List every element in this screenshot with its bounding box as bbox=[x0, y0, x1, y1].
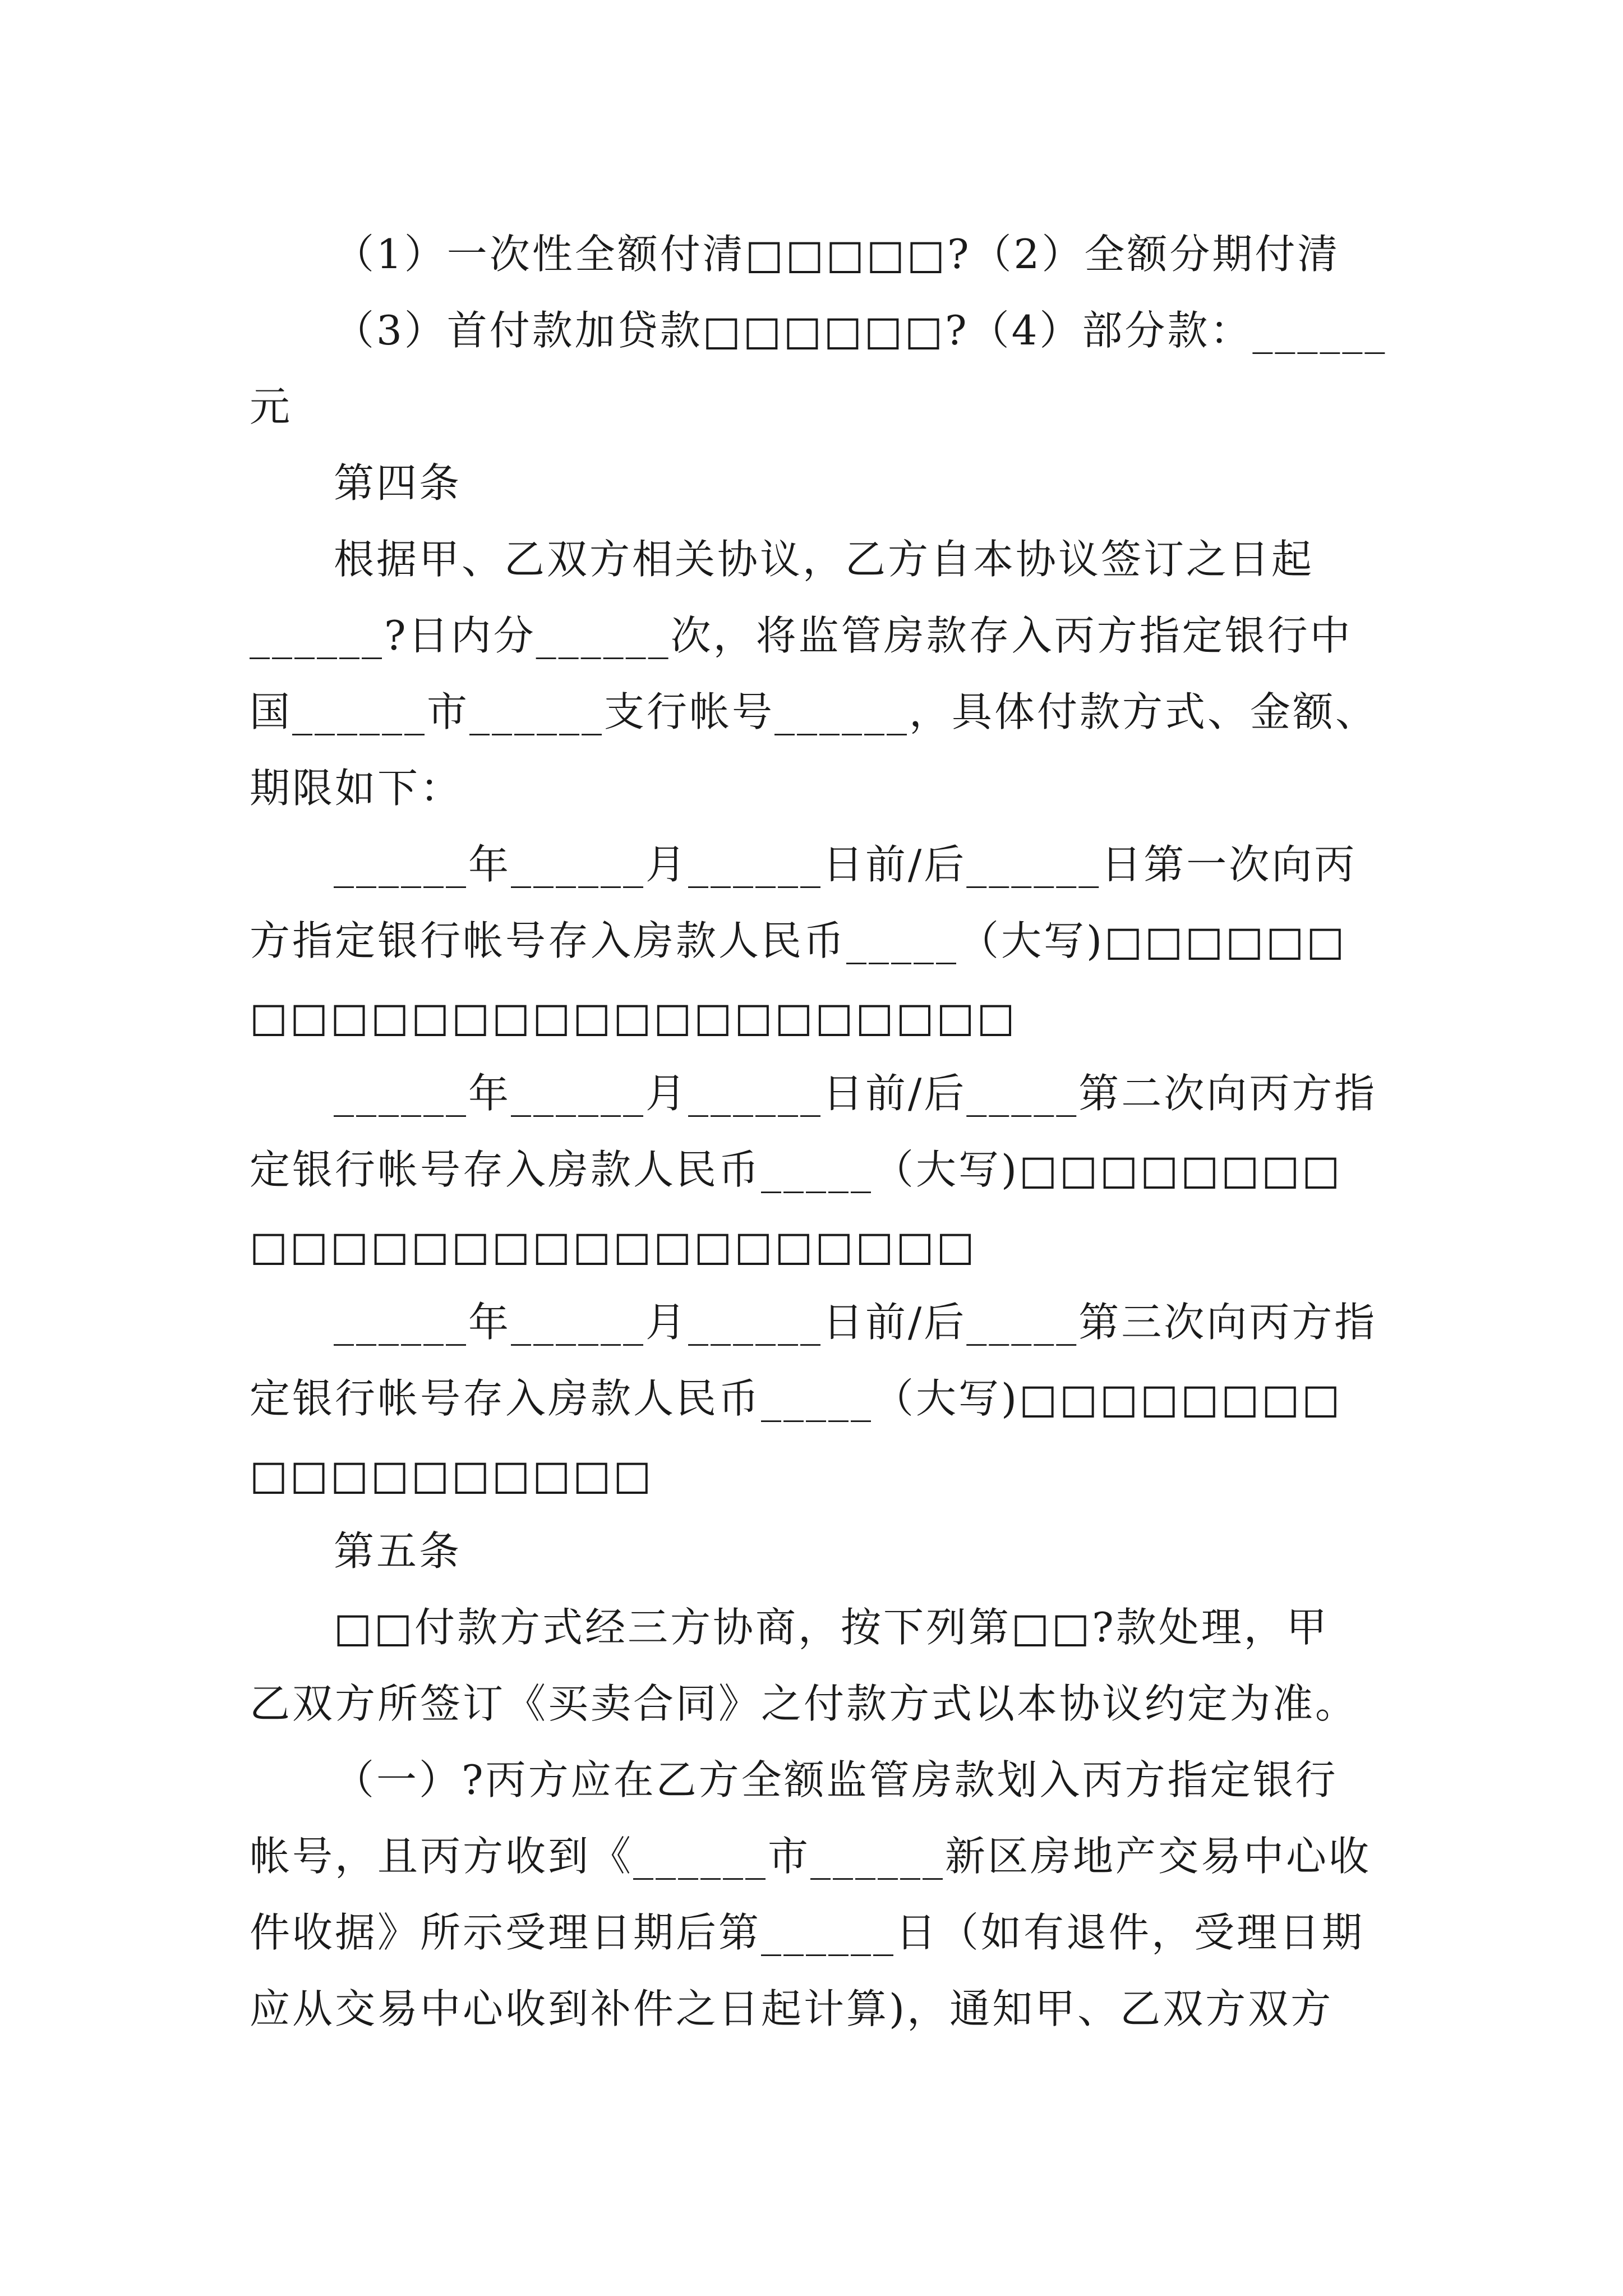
text-line: 定银行帐号存入房款人民币_____（大写)□□□□□□□□ bbox=[250, 1146, 1343, 1193]
text-line: 元 bbox=[250, 383, 293, 430]
section-heading: 第五条 bbox=[334, 1527, 462, 1575]
text-line: （3）首付款加贷款□□□□□□?（4）部分款：______ bbox=[334, 307, 1387, 354]
text-line: 应从交易中心收到补件之日起计算)，通知甲、乙双方双方 bbox=[250, 1985, 1334, 2032]
text-line: □□□□□□□□□□□□□□□□□□□ bbox=[250, 993, 1017, 1041]
text-line: 方指定银行帐号存入房款人民币_____（大写)□□□□□□ bbox=[250, 917, 1347, 964]
text-line: 国______市______支行帐号______，具体付款方式、金额、 bbox=[250, 688, 1378, 735]
section-heading: 第四条 bbox=[334, 459, 462, 507]
text-line: ______?日内分______次，将监管房款存入丙方指定银行中 bbox=[250, 612, 1353, 659]
text-line: □□□□□□□□□□□□□□□□□□ bbox=[250, 1222, 977, 1269]
text-line: □□□□□□□□□□ bbox=[250, 1451, 654, 1498]
text-line: （一）?丙方应在乙方全额监管房款划入丙方指定银行 bbox=[334, 1756, 1338, 1803]
text-line: 乙双方所签订《买卖合同》之付款方式以本协议约定为准。 bbox=[250, 1680, 1358, 1727]
text-line: ______年______月______日前/后_____第二次向丙方指 bbox=[334, 1070, 1377, 1117]
text-line: □□付款方式经三方协商，按下列第□□?款处理，甲 bbox=[334, 1604, 1329, 1651]
text-line: 根据甲、乙双方相关协议，乙方自本协议签订之日起 bbox=[334, 536, 1315, 583]
text-line: ______年______月______日前/后______日第一次向丙 bbox=[334, 841, 1357, 888]
text-line: 期限如下： bbox=[250, 765, 463, 812]
text-line: （1）一次性全额付清□□□□□?（2）全额分期付清 bbox=[334, 231, 1340, 278]
text-line: 帐号，且丙方收到《______市______新区房地产交易中心收 bbox=[250, 1833, 1372, 1880]
text-line: ______年______月______日前/后_____第三次向丙方指 bbox=[334, 1299, 1377, 1346]
text-line: 定银行帐号存入房款人民币_____（大写)□□□□□□□□ bbox=[250, 1375, 1343, 1422]
text-line: 件收据》所示受理日期后第______日（如有退件，受理日期 bbox=[250, 1909, 1365, 1956]
document-body bbox=[250, 216, 1388, 2047]
